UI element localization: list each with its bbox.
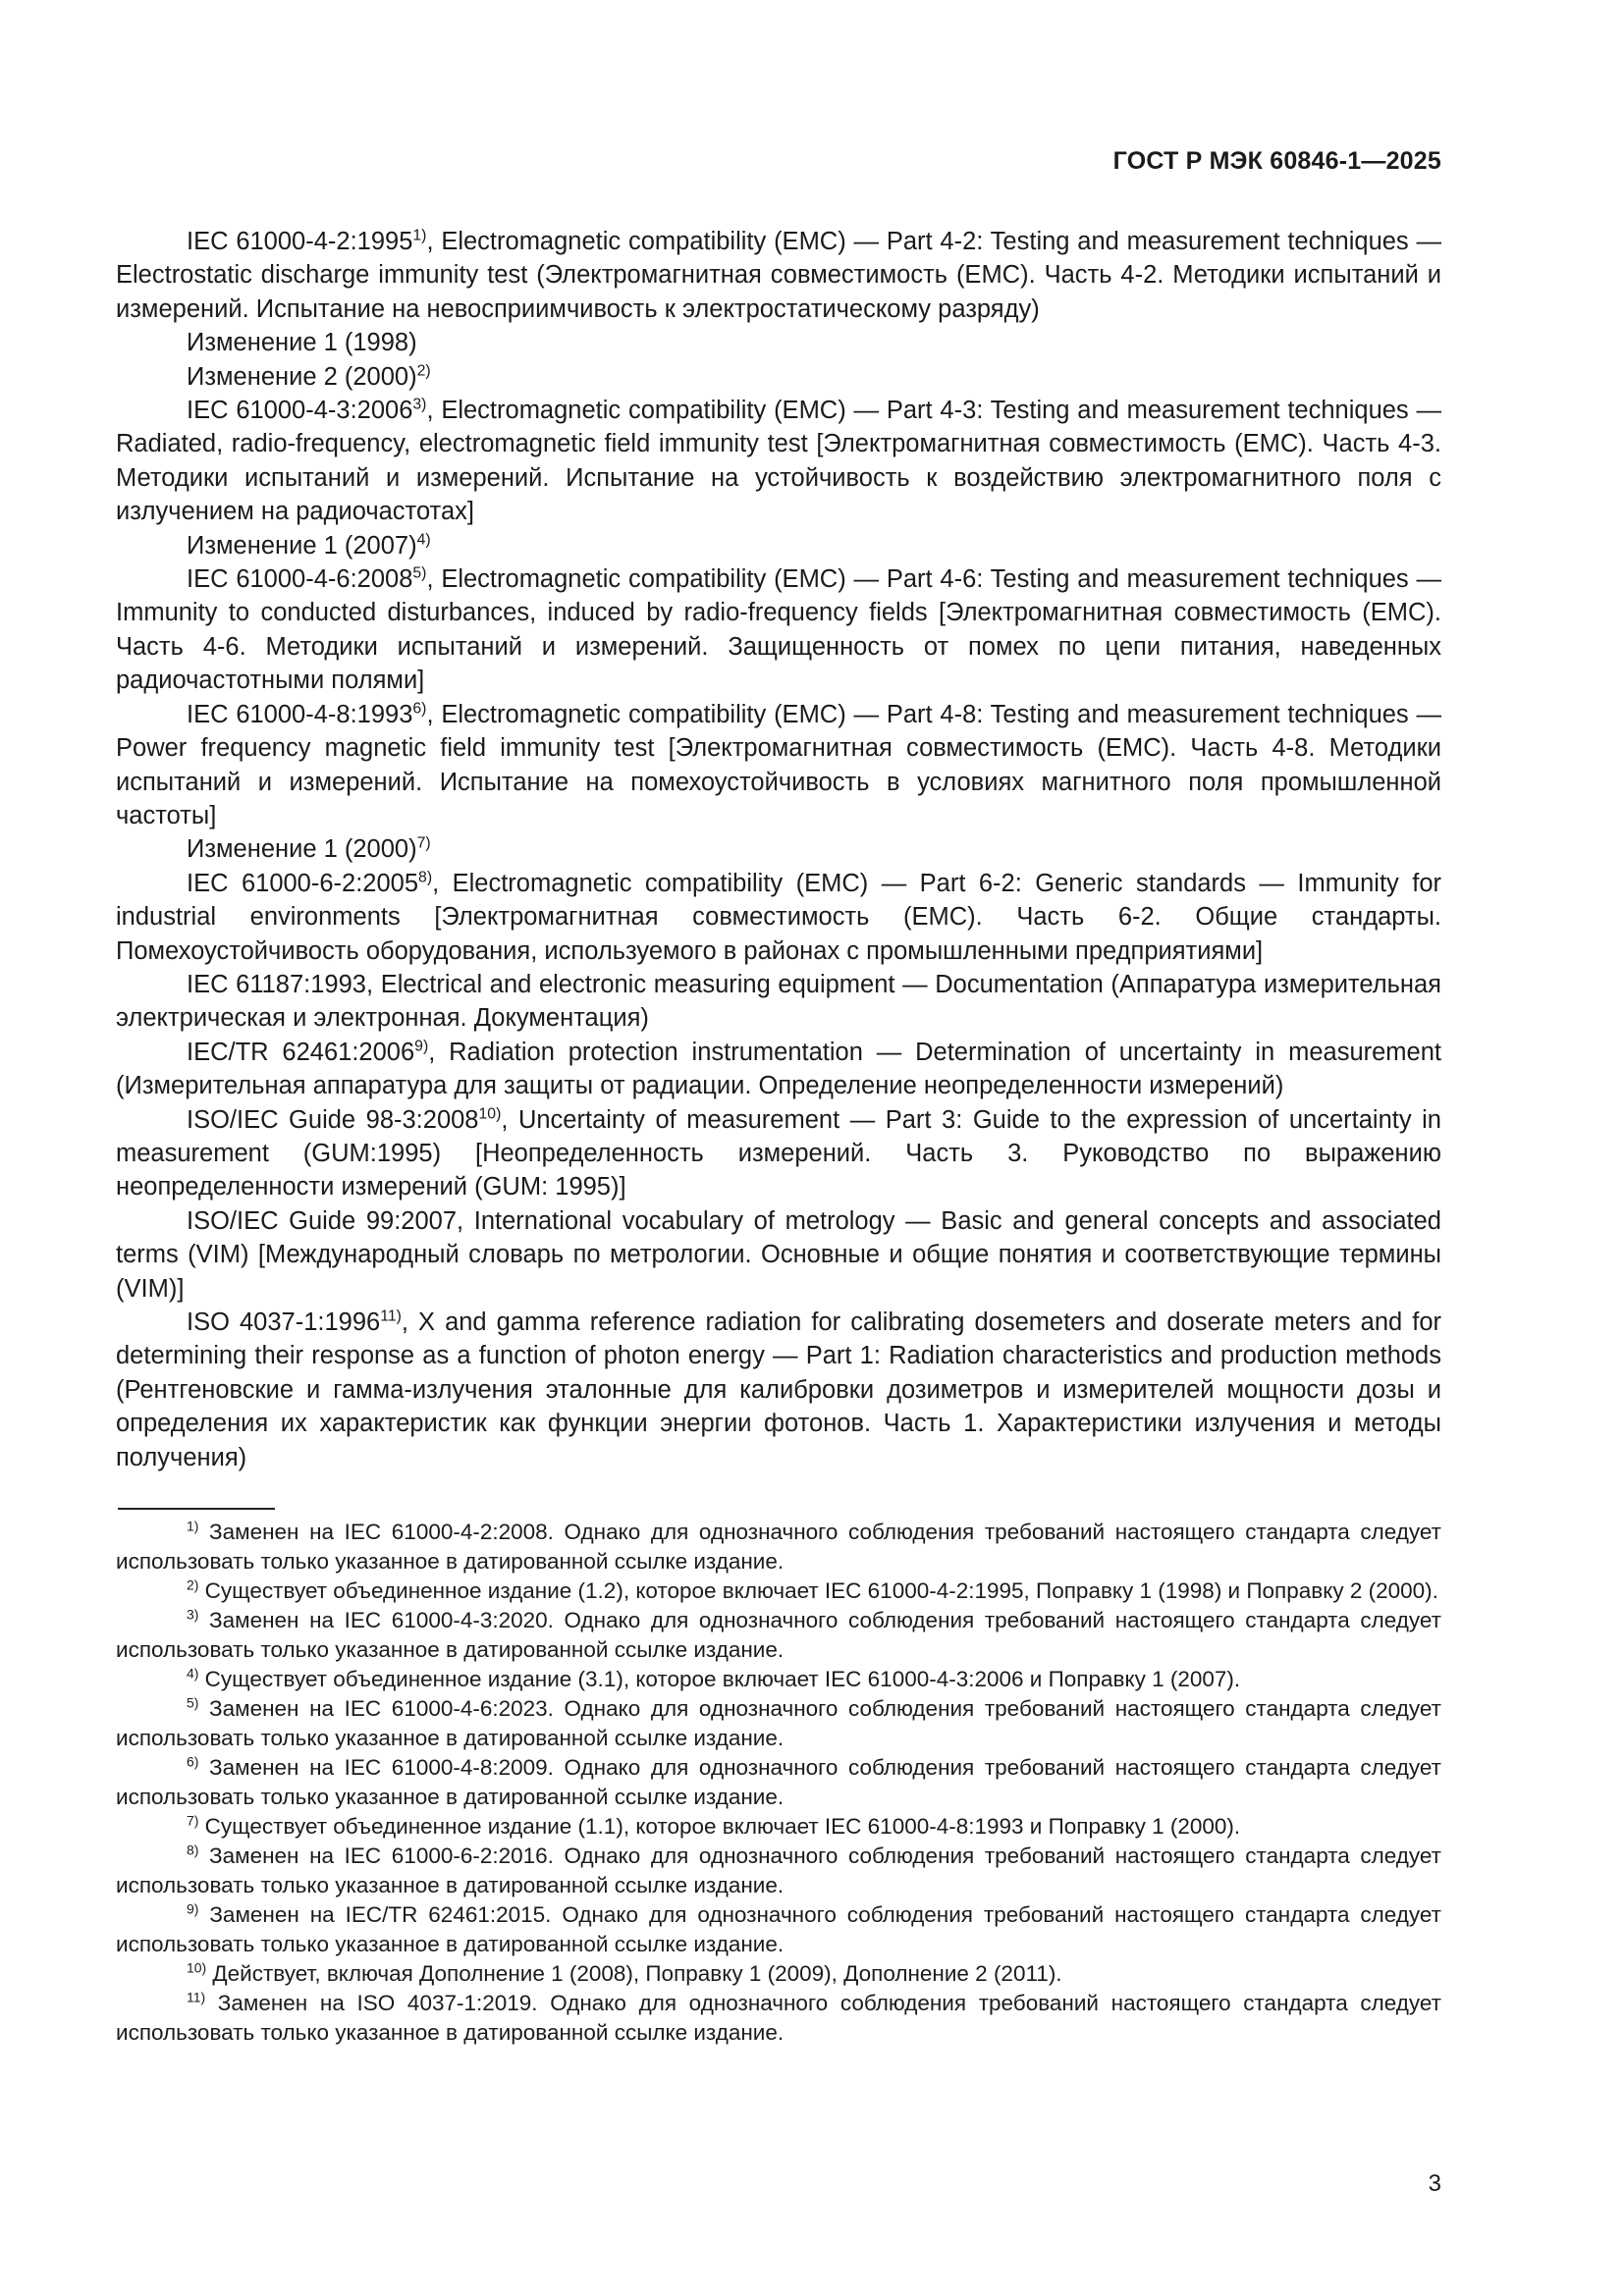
reference-title: , International vocabulary of metrology — Basic and general concepts and associated terms (VIM) [Международный словарь по метрологии. Основные и общие понятия и соответствующие термины (VIM)] xyxy=(116,1206,1441,1303)
footnote-mark: 7) xyxy=(187,1812,199,1829)
reference-code: Изменение 1 (2007) xyxy=(187,531,417,560)
footnote-text: Заменен на IEC/TR 62461:2015. Однако для однозначного соблюдения требований настоящего стандарта следует использовать только указанное в датированной ссылке издание. xyxy=(116,1902,1441,1956)
reference-title: , Uncertainty of measurement — Part 3: Guide to the expression of uncertainty in measurement (GUM:1995) [Неопределенность измерений. Часть 3. Руководство по выражению неопределенности измерений (GUM: 1995)] xyxy=(116,1105,1441,1201)
footnote-mark: 5) xyxy=(187,1694,199,1711)
reference-item xyxy=(116,867,1441,968)
reference-code: IEC 61000-4-3:2006 xyxy=(187,397,413,425)
reference-item xyxy=(116,1306,1441,1474)
reference-item xyxy=(116,326,1441,359)
reference-title: , Electromagnetic compatibility (EMC) — Part 4-3: Testing and measurement techniques — Radiated, radio-frequency, electromagnetic field immunity test [Электромагнитная совместимость (ЕМС). Часть 4-3. Методики испытаний и измерений. Испытание на устойчивость к воздействию электромагнитного поля с излучением на радиочастотах] xyxy=(116,397,1441,526)
footnote xyxy=(116,1753,1441,1812)
footnote-ref[interactable]: 2) xyxy=(416,362,431,380)
footnote-text: Заменен на IEC 61000-4-2:2008. Однако для однозначного соблюдения требований настоящего стандарта следует использовать только указанное в датированной ссылке издание. xyxy=(116,1520,1441,1574)
reference-item xyxy=(116,832,1441,866)
footnote xyxy=(116,1812,1441,1842)
footnote-mark: 3) xyxy=(187,1606,199,1623)
reference-code: ISO 4037-1:1996 xyxy=(187,1308,381,1336)
reference-item xyxy=(116,562,1441,698)
footnote-mark: 9) xyxy=(187,1900,199,1917)
footnotes xyxy=(116,1518,1441,2048)
reference-item xyxy=(116,698,1441,833)
footnote xyxy=(116,1606,1441,1665)
reference-item xyxy=(116,1103,1441,1204)
reference-title: , Electromagnetic compatibility (EMC) — Part 4-6: Testing and measurement techniques — Immunity to conducted disturbances, induced by radio-frequency fields [Электромагнитная совместимость (ЕМС). Часть 4-6. Методики испытаний и измерений. Защищенность от помех по цепи питания, наведенных радиочастотными полями] xyxy=(116,565,1441,695)
reference-title: , Electrical and electronic measuring equipment — Documentation (Аппаратура измерительная электрическая и электронная. Документация) xyxy=(116,970,1441,1033)
reference-code: ISO/IEC Guide 99:2007 xyxy=(187,1206,458,1235)
reference-title: , Electromagnetic compatibility (EMC) — Part 6-2: Generic standards — Immunity for industrial environments [Электромагнитная совместимость (ЕМС). Часть 6-2. Общие стандарты. Помехоустойчивость оборудования, используемого в районах с промышленными предприятиями] xyxy=(116,869,1441,965)
footnote xyxy=(116,1694,1441,1753)
reference-item xyxy=(116,1204,1441,1306)
footnote-text: Заменен на IEC 61000-4-6:2023. Однако для однозначного соблюдения требований настоящего стандарта следует использовать только указанное в датированной ссылке издание. xyxy=(116,1696,1441,1750)
reference-code: Изменение 1 (2000) xyxy=(187,835,417,864)
footnote-ref[interactable]: 4) xyxy=(416,531,431,549)
footnote-divider xyxy=(118,1508,275,1510)
footnote-text: Существует объединенное издание (1.1), которое включает IEC 61000-4-8:1993 и Поправку 1 (2000). xyxy=(198,1814,1241,1839)
reference-item xyxy=(116,394,1441,529)
reference-code: IEC/TR 62461:2006 xyxy=(187,1038,415,1066)
footnote-text: Заменен на IEC 61000-6-2:2016. Однако для однозначного соблюдения требований настоящего стандарта следует использовать только указанное в датированной ссылке издание. xyxy=(116,1843,1441,1897)
reference-code: IEC 61000-4-8:1993 xyxy=(187,700,413,728)
footnote xyxy=(116,1842,1441,1900)
reference-code: Изменение 1 (1998) xyxy=(187,329,417,357)
reference-item xyxy=(116,968,1441,1036)
footnote-mark: 10) xyxy=(187,1959,207,1976)
reference-code: IEC 61000-4-2:1995 xyxy=(187,228,413,255)
footnote-text: Существует объединенное издание (1.2), которое включает IEC 61000-4-2:1995, Поправку 1 (1998) и Поправку 2 (2000). xyxy=(198,1578,1438,1603)
reference-code: IEC 61187:1993 xyxy=(187,970,366,998)
footnote-mark: 2) xyxy=(187,1576,199,1593)
footnote xyxy=(116,1900,1441,1959)
page-number: 3 xyxy=(1428,2170,1441,2197)
footnote-ref[interactable]: 10) xyxy=(478,1105,502,1123)
footnote-text: Существует объединенное издание (3.1), которое включает IEC 61000-4-3:2006 и Поправку 1 (2007). xyxy=(198,1667,1241,1691)
normative-references xyxy=(116,225,1441,1474)
footnote-ref[interactable]: 6) xyxy=(412,700,427,718)
reference-item xyxy=(116,225,1441,326)
footnote-mark: 8) xyxy=(187,1842,199,1858)
footnote-ref[interactable]: 8) xyxy=(418,869,433,886)
reference-title: , Electromagnetic compatibility (EMC) — Part 4-2: Testing and measurement techniques — Electrostatic discharge immunity test (Электромагнитная совместимость (ЕМС). Часть 4-2. Методики испытаний и измерений. Испытание на невосприимчивость к электростатическому разряду) xyxy=(116,228,1441,323)
reference-item xyxy=(116,360,1441,394)
footnote-mark: 11) xyxy=(187,1989,206,2005)
footnote-ref[interactable]: 7) xyxy=(416,834,431,852)
reference-item xyxy=(116,529,1441,562)
footnote-ref[interactable]: 5) xyxy=(412,564,427,582)
footnote-mark: 6) xyxy=(187,1753,199,1770)
footnote-mark: 4) xyxy=(187,1665,199,1682)
reference-code: ISO/IEC Guide 98-3:2008 xyxy=(187,1105,479,1134)
footnote xyxy=(116,1665,1441,1694)
footnote-text: Заменен на IEC 61000-4-8:2009. Однако для однозначного соблюдения требований настоящего стандарта следует использовать только указанное в датированной ссылке издание. xyxy=(116,1755,1441,1809)
page-header-title: ГОСТ Р МЭК 60846-1—2025 xyxy=(1112,147,1441,175)
footnote-text: Заменен на IEC 61000-4-3:2020. Однако для однозначного соблюдения требований настоящего стандарта следует использовать только указанное в датированной ссылке издание. xyxy=(116,1608,1441,1662)
reference-code: Изменение 2 (2000) xyxy=(187,362,417,391)
footnote-ref[interactable]: 9) xyxy=(414,1038,429,1055)
footnote-ref[interactable]: 11) xyxy=(380,1308,402,1325)
footnote-ref[interactable]: 1) xyxy=(412,227,427,244)
reference-item xyxy=(116,1036,1441,1103)
footnote xyxy=(116,1576,1441,1606)
footnote-mark: 1) xyxy=(187,1518,199,1534)
reference-code: IEC 61000-4-6:2008 xyxy=(187,565,413,594)
footnote-ref[interactable]: 3) xyxy=(412,396,427,413)
footnote xyxy=(116,1959,1441,1989)
footnote xyxy=(116,1989,1441,2048)
reference-title: , Radiation protection instrumentation — Determination of uncertainty in measurement (Измерительная аппаратура для защиты от радиации. Определение неопределенности измерений) xyxy=(116,1038,1441,1100)
footnote-text: Заменен на ISO 4037-1:2019. Однако для однозначного соблюдения требований настоящего стандарта следует использовать только указанное в датированной ссылке издание. xyxy=(116,1991,1441,2045)
footnote-text: Действует, включая Дополнение 1 (2008), Поправку 1 (2009), Дополнение 2 (2011). xyxy=(206,1961,1062,1986)
reference-title: , X and gamma reference radiation for calibrating dosemeters and doserate meters and for determining their response as a function of photon energy — Part 1: Radiation characteristics and production methods (Рентгеновские и гамма-излучения эталонные для калибровки дозиметров и измерителей мощности дозы и определения их характеристик как функции энергии фотонов. Часть 1. Характеристики излучения и методы получения) xyxy=(116,1308,1441,1471)
reference-title: , Electromagnetic compatibility (EMC) — Part 4-8: Testing and measurement techniques — Power frequency magnetic field immunity test [Электромагнитная совместимость (ЕМС). Часть 4-8. Методики испытаний и измерений. Испытание на помехоустойчивость в условиях магнитного поля промышленной частоты] xyxy=(116,700,1441,829)
reference-code: IEC 61000-6-2:2005 xyxy=(187,869,419,897)
footnote xyxy=(116,1518,1441,1576)
